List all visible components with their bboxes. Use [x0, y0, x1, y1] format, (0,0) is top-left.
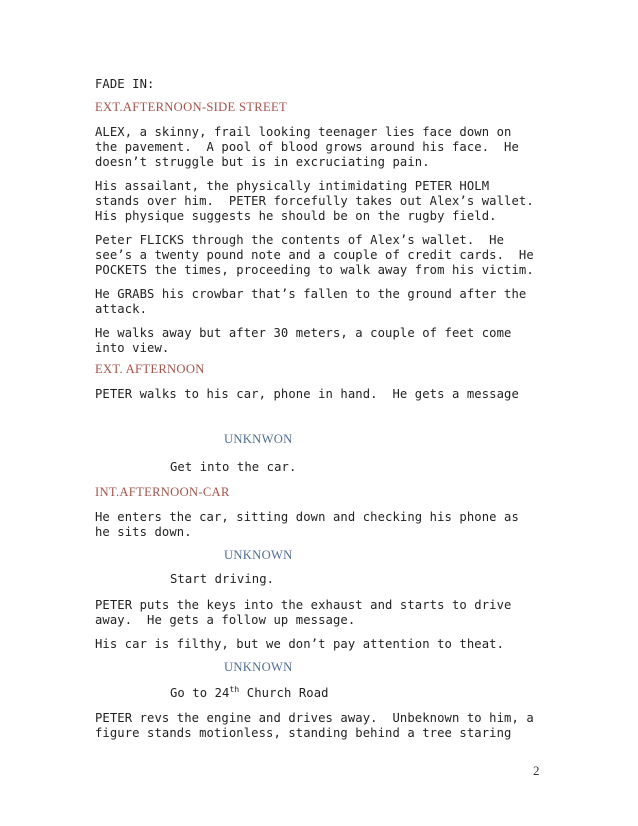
dialogue-line: Get into the car. [170, 460, 297, 474]
character-cue: UNKNWON [224, 432, 293, 446]
action-line: Peter FLICKS through the contents of Alex’s wallet. He [95, 233, 505, 247]
action-line: He walks away but after 30 meters, a couple of feet come [95, 326, 512, 340]
scene-heading-car: INT.AFTERNOON-CAR [95, 485, 230, 499]
scene-heading-side-street: EXT.AFTERNOON-SIDE STREET [95, 100, 287, 114]
action-line: stands over him. PETER forcefully takes out Alex’s wallet. [95, 194, 534, 208]
action-line: figure stands motionless, standing behind a tree staring [95, 726, 512, 740]
action-line: into view. [95, 341, 170, 355]
action-line: ALEX, a skinny, frail looking teenager lies face down on [95, 125, 512, 139]
ordinal-superscript: th [229, 685, 240, 694]
action-line: PETER revs the engine and drives away. Unbeknown to him, a [95, 711, 534, 725]
action-line: PETER puts the keys into the exhaust and starts to drive [95, 598, 512, 612]
page-number: 2 [533, 763, 540, 778]
action-line: POCKETS the times, proceeding to walk away from his victim. [95, 263, 534, 277]
dialogue-line: Start driving. [170, 572, 275, 586]
action-line: He GRABS his crowbar that’s fallen to the ground after the [95, 287, 527, 301]
action-line: away. He gets a follow up message. [95, 613, 356, 627]
action-line: he sits down. [95, 525, 192, 539]
action-line: doesn’t struggle but is in excruciating pain. [95, 155, 430, 169]
dialogue-line [170, 686, 329, 701]
fade-in-transition: FADE IN: [95, 77, 155, 91]
action-line: the pavement. A pool of blood grows around his face. He [95, 140, 519, 154]
dialogue-text: Go to 24 [170, 686, 230, 700]
character-cue: UNKNOWN [224, 548, 293, 562]
action-line: He enters the car, sitting down and checking his phone as [95, 510, 519, 524]
action-line: attack. [95, 302, 148, 316]
action-line: PETER walks to his car, phone in hand. He gets a message [95, 387, 519, 401]
dialogue-text: Church Road [239, 686, 329, 700]
scene-heading-afternoon: EXT. AFTERNOON [95, 362, 205, 376]
action-line: His car is filthy, but we don’t pay attention to theat. [95, 637, 505, 651]
character-cue: UNKNOWN [224, 660, 293, 674]
action-line: His assailant, the physically intimidating PETER HOLM [95, 179, 490, 193]
action-line: His physique suggests he should be on the rugby field. [95, 209, 497, 223]
action-line: see’s a twenty pound note and a couple of credit cards. He [95, 248, 534, 262]
